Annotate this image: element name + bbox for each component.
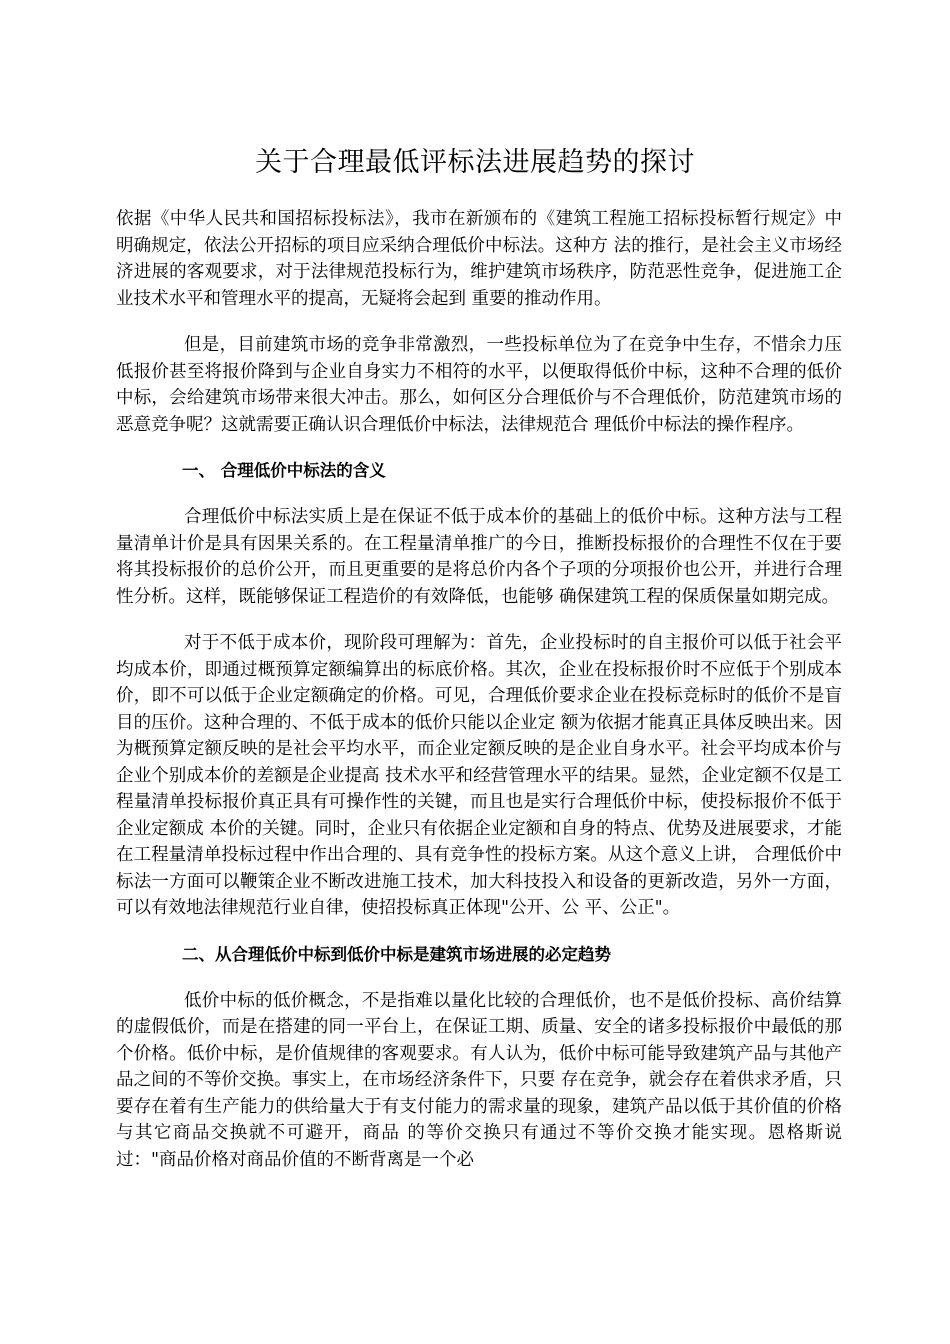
section-heading-2: 二、从合理低价中标到低价中标是建筑市场进展的必定趋势 [182,944,611,964]
paragraph-intro: 依据《中华人民共和国招标投标法》，我市在新颁布的《建筑工程施工招标投标暂行规定》中明确规定，依法公开招标的项目应采纳合理低价中标法。这种方 法的推行，是社会主义市场经济进展的客观要求，对于法律规范投标行为，维护建筑市场秩序，防范恶性竞争，促进施工企业技术水平和管理水平的提高，无疑将会起到 重要的推动作用。 [116,209,842,309]
document-title: 关于合理最低评标法进展趋势的探讨 [255,147,695,178]
paragraph-low-price: 低价中标的低价概念，不是指难以量化比较的合理低价，也不是低价投标、高价结算的虚假低价，而是在搭建的同一平台上，在保证工期、质量、安全的诸多投标报价中最低的那个价格。低价中标，是价值规律的客观要求。有人认为，低价中标可能导致建筑产品与其他产品之间的不等价交换。事实上，在市场经济条件下，只要 存在竞争，就会存在着供求矛盾，只要存在着有生产能力的供给量大于有支付能力的需求量的现象，建筑产品以低于其价值的价格与其它商品交换就不可避开，商品 的等价交换只有通过不等价交换才能实现。恩格斯说过："商品价格对商品价值的不断背离是一个必 [116,990,842,1170]
section-heading-1: 一、 合理低价中标法的含义 [182,461,386,480]
paragraph-cost-price: 对于不低于成本价，现阶段可理解为：首先，企业投标时的自主报价可以低于社会平均成本价，即通过概预算定额编算出的标底价格。其次，企业在投标报价时不应低于个别成本价，即不可以低于企业定额确定的价格。可见，合理低价要求企业在投标竞标时的低价不是盲目的压价。这种合理的、不低于成本的低价只能以企业定 额为依据才能真正具体反映出来。因为概预算定额反映的是社会平均水平，而企业定额反映的是企业自身水平。社会平均成本价与企业个别成本价的差额是企业提高 技术水平和经营管理水平的结果。显然，企业定额不仅是工程量清单投标报价真正具有可操作性的关键，而且也是实行合理低价中标，使投标报价不低于企业定额成 本价的关键。同时，企业只有依据企业定额和自身的特点、优势及进展要求，才能在工程量清单投标过程中作出合理的、具有竞争性的投标方案。从这个意义上讲， 合理低价中标法一方面可以鞭策企业不断改进施工技术，加大科技投入和设备的更新改造，另外一方面，可以有效地法律规范行业自律，使招投标真正体现"公开、公 平、公正"。 [116,633,842,918]
paragraph-definition: 合理低价中标法实质上是在保证不低于成本价的基础上的低价中标。这种方法与工程量清单计价是具有因果关系的。在工程量清单推广的今日，推断投标报价的合理性不仅在于要将其投标报价的总价公开，而且更重要的是将总价内各个子项的分项报价也公开，并进行合理性分析。这样，既能够保证工程造价的有效降低，也能够 确保建筑工程的保质保量如期完成。 [116,507,842,607]
paragraph-competition: 但是，目前建筑市场的竞争非常激烈，一些投标单位为了在竞争中生存，不惜余力压低报价甚至将报价降到与企业自身实力不相符的水平，以便取得低价中标，这种不合理的低价中标，会给建筑市场带来很大冲击。那么，如何区分合理低价与不合理低价，防范建筑市场的恶意竞争呢？这就需要正确认识合理低价中标法，法律规范合 理低价中标法的操作程序。 [116,335,842,435]
document-body [116,206,842,1193]
